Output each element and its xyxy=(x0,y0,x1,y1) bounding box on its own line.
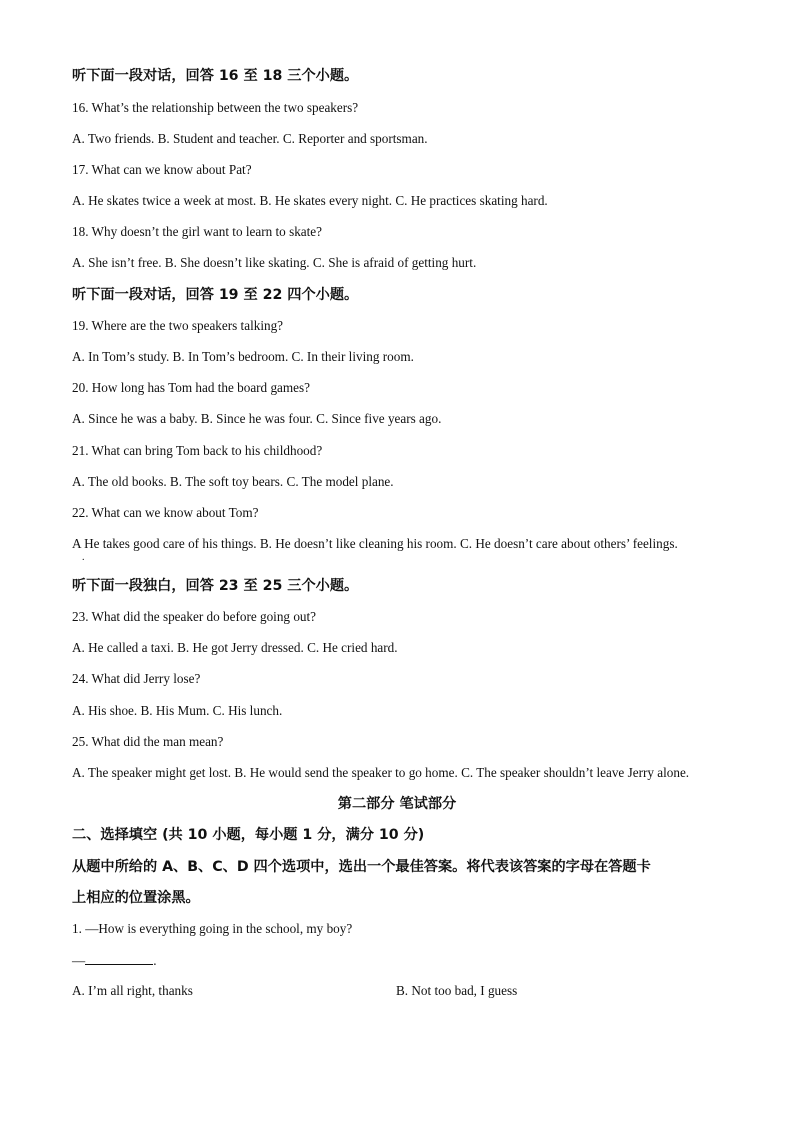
options-18: A. She isn’t free. B. She doesn’t like skating. C. She is afraid of getting hurt. xyxy=(72,255,477,270)
options-19: A. In Tom’s study. B. In Tom’s bedroom. C. In their living room. xyxy=(72,349,414,364)
options-21: A. The old books. B. The soft toy bears. C. The model plane. xyxy=(72,474,394,489)
question-18: 18. Why doesn’t the girl want to learn to skate? xyxy=(72,224,323,239)
section-heading-16-18: 听下面一段对话，回答 16 至 18 三个小题。 xyxy=(72,68,359,84)
question-20: 20. How long has Tom had the board games? xyxy=(72,380,310,395)
written-question-1: 1. —How is everything going in the school, my boy? xyxy=(72,921,353,936)
answer-blank[interactable] xyxy=(85,952,153,965)
options-17: A. He skates twice a week at most. B. He skates every night. C. He practices skating hard. xyxy=(72,193,548,208)
question-23: 23. What did the speaker do before going out? xyxy=(72,609,317,624)
question-19: 19. Where are the two speakers talking? xyxy=(72,318,284,333)
option-1a: A. I’m all right, thanks xyxy=(72,983,193,998)
question-17: 17. What can we know about Pat? xyxy=(72,162,252,177)
dash: — xyxy=(72,953,86,968)
question-16: 16. What’s the relationship between the two speakers? xyxy=(72,100,359,115)
options-25: A. The speaker might get lost. B. He would send the speaker to go home. C. The speaker shouldn’t leave Jerry alone. xyxy=(72,765,690,780)
question-24: 24. What did Jerry lose? xyxy=(72,671,201,686)
instruction-line-2: 上相应的位置涂黑。 xyxy=(72,890,200,906)
section-heading-23-25: 听下面一段独白，回答 23 至 25 三个小题。 xyxy=(72,578,359,594)
instruction-line-1: 从题中所给的 A、B、C、D 四个选项中，选出一个最佳答案。将代表该答案的字母在答题卡 xyxy=(72,859,651,875)
part2-subtitle: 二、选择填空 (共 10 小题，每小题 1 分，满分 10 分) xyxy=(72,827,425,843)
options-23: A. He called a taxi. B. He got Jerry dressed. C. He cried hard. xyxy=(72,640,398,655)
answer-blank-line xyxy=(72,952,156,969)
option-1b: B. Not too bad, I guess xyxy=(396,983,518,998)
question-25: 25. What did the man mean? xyxy=(72,734,224,749)
period: . xyxy=(153,953,157,968)
part2-title: 第二部分 笔试部分 xyxy=(337,796,457,812)
options-16: A. Two friends. B. Student and teacher. C. Reporter and sportsman. xyxy=(72,131,428,146)
question-22: 22. What can we know about Tom? xyxy=(72,505,259,520)
question-21: 21. What can bring Tom back to his childhood? xyxy=(72,443,323,458)
options-20: A. Since he was a baby. B. Since he was four. C. Since five years ago. xyxy=(72,411,442,426)
section-heading-19-22: 听下面一段对话，回答 19 至 22 四个小题。 xyxy=(72,287,359,303)
stray-dot: . xyxy=(82,552,85,563)
options-24: A. His shoe. B. His Mum. C. His lunch. xyxy=(72,703,283,718)
options-22: A He takes good care of his things. B. He doesn’t like cleaning his room. C. He doesn’t care about others’ feelings. xyxy=(72,536,678,551)
